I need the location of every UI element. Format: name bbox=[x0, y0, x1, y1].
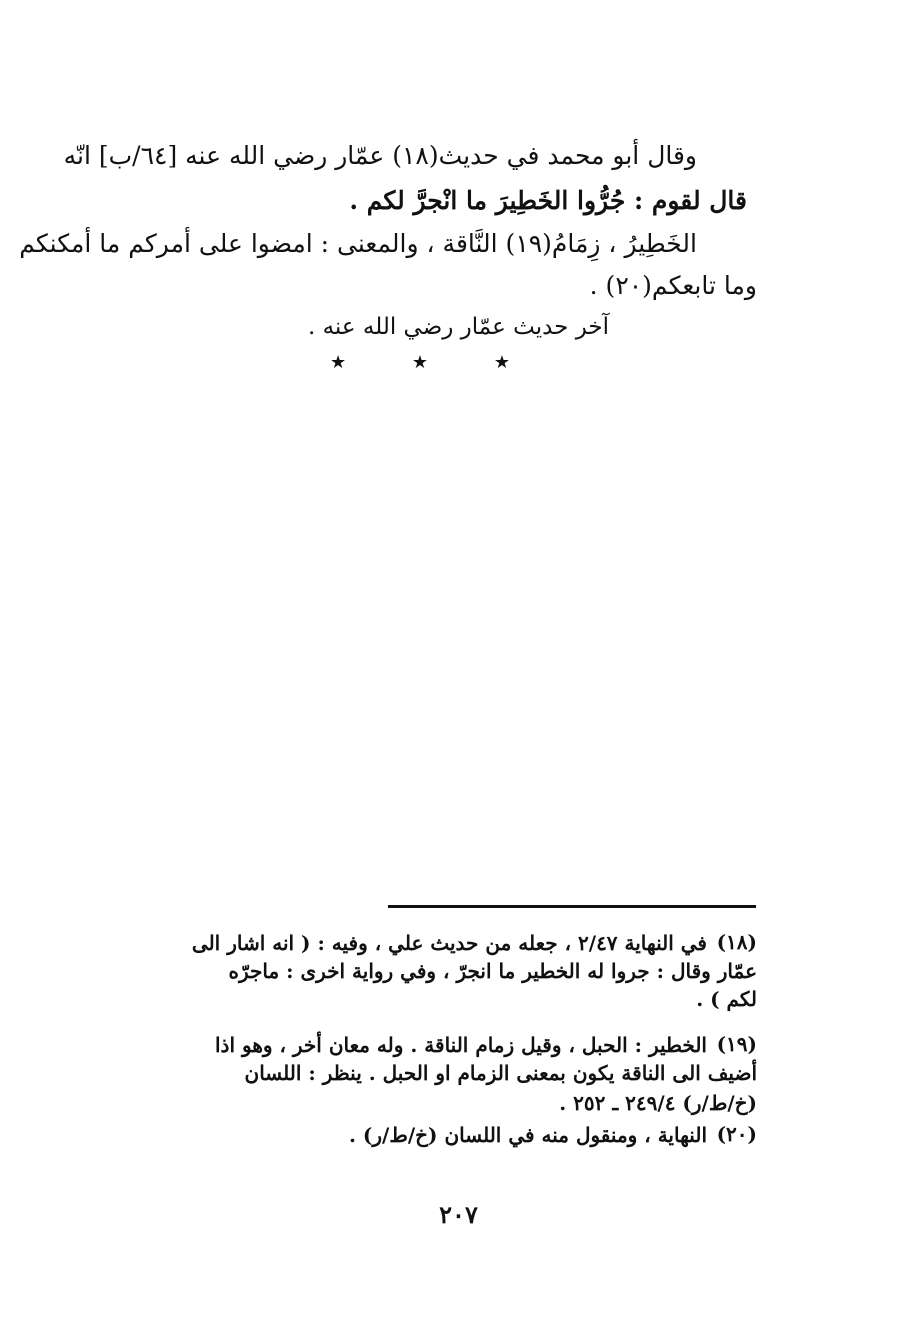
body-line-2: قال لقوم : جُرُّوا الخَطِيرَ ما انْجرَّ لكم . bbox=[349, 186, 747, 215]
footnote-number-19: (١٩) bbox=[716, 1032, 757, 1056]
footnote-divider bbox=[388, 905, 756, 908]
page-number: ٢٠٧ bbox=[439, 1200, 478, 1229]
star-icon: ★ bbox=[493, 352, 510, 373]
footnote-19-line-1: الخطير : الحبل ، وقيل زمام الناقة . وله معان أخر ، وهو اذا bbox=[215, 1033, 707, 1057]
separator-stars bbox=[330, 352, 510, 373]
body-line-4: وما تابعكم(٢٠) . bbox=[589, 271, 757, 300]
star-icon: ★ bbox=[411, 352, 429, 373]
star-icon: ★ bbox=[330, 352, 347, 373]
footnote-19-line-2: أضيف الى الناقة يكون بمعنى الزمام او الحبل . ينظر : اللسان bbox=[244, 1061, 757, 1085]
footnote-18-line-3: لكم ) . bbox=[696, 987, 757, 1011]
footnote-19-line-3: (خ/ط/ر) ٢٤٩/٤ ـ ٢٥٢ . bbox=[559, 1091, 757, 1115]
body-line-1: وقال أبو محمد في حديث(١٨) عمّار رضي الله عنه [٦٤/ب] انّه bbox=[63, 141, 697, 170]
footnote-number-20: (٢٠) bbox=[716, 1122, 757, 1146]
footnote-number-18: (١٨) bbox=[716, 930, 757, 954]
body-line-3: الخَطِيرُ ، زِمَامُ(١٩) النَّاقة ، والمعنى : امضوا على أمركم ما أمكنكم bbox=[19, 229, 697, 258]
footnote-18-line-2: عمّار وقال : جروا له الخطير ما انجرّ ، وفي رواية اخرى : ماجرّه bbox=[228, 959, 757, 983]
footnote-18-line-1: في النهاية ٢/٤٧ ، جعله من حديث علي ، وفيه : ( انه اشار الى bbox=[191, 931, 707, 955]
footnote-20-line-1: النهاية ، ومنقول منه في اللسان (خ/ط/ر) . bbox=[348, 1123, 707, 1147]
section-end-heading: آخر حديث عمّار رضي الله عنه . bbox=[307, 314, 610, 340]
